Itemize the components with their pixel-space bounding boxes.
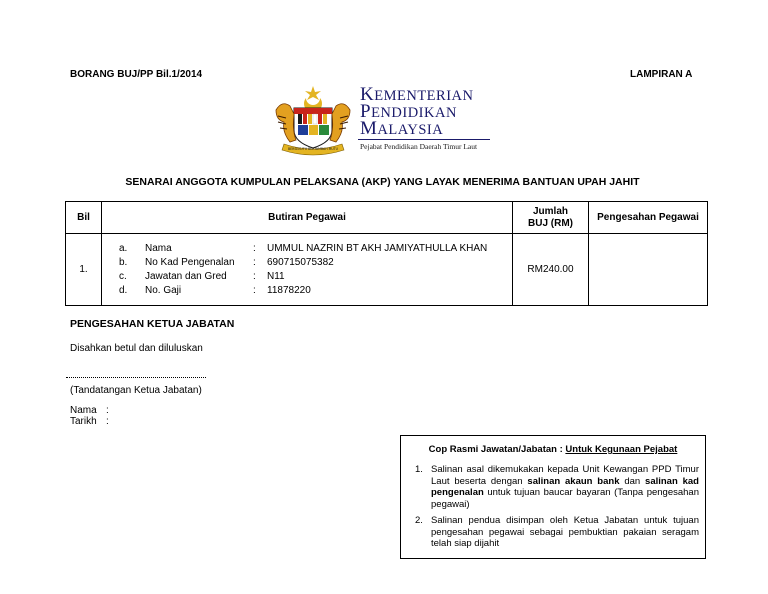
detail-sep: : (253, 285, 256, 296)
crest-motto: BERSEKUTU BERTAMBAH MUTU (287, 147, 339, 151)
detail-sep: : (253, 243, 256, 254)
detail-value-jawatan: N11 (267, 271, 285, 282)
ministry-name-line3: MALAYSIA (360, 118, 444, 139)
ministry-name-line2: PENDIDIKAN (360, 101, 457, 122)
detail-letter: c. (119, 271, 127, 282)
signature-label: (Tandatangan Ketua Jabatan) (70, 385, 202, 396)
signature-line (66, 377, 206, 378)
approval-title: PENGESAHAN KETUA JABATAN (70, 318, 235, 330)
detail-letter: d. (119, 285, 128, 296)
attachment-label: LAMPIRAN A (630, 69, 693, 80)
ministry-name-line1: KEMENTERIAN (360, 84, 474, 105)
row-bil: 1. (66, 234, 102, 306)
approval-statement: Disahkan betul dan diluluskan (70, 343, 203, 354)
staff-table (65, 201, 708, 306)
note-1: 1. Salinan asal dikemukakan kepada Unit Kewangan PPD Timur Laut beserta dengan salinan akaun bank dan salinan kad pengenalan untuk tujuan baucar bayaran (Tanpa pengesahan pegawai) (415, 464, 699, 510)
nama-colon: : (106, 405, 109, 416)
document-title: SENARAI ANGGOTA KUMPULAN PELAKSANA (AKP) YANG LAYAK MENERIMA BANTUAN UPAH JAHIT (125, 176, 640, 188)
detail-value-gaji: 11878220 (267, 285, 311, 296)
col-pengesahan: Pengesahan Pegawai (589, 202, 708, 234)
detail-letter: b. (119, 257, 128, 268)
note-2: 2. Salinan pendua disimpan oleh Ketua Jabatan untuk tujuan pengesahan pegawai sebagai pembuktian pakaian seragam telah siap dijahit (415, 515, 699, 549)
detail-label: Nama (145, 243, 172, 254)
form-number: BORANG BUJ/PP Bil.1/2014 (70, 69, 203, 80)
stamp-box-title: Cop Rasmi Jawatan/Jabatan : Untuk Kegunaan Pejabat (428, 444, 678, 455)
detail-label: No Kad Pengenalan (145, 257, 235, 268)
table-header-row (66, 202, 708, 234)
col-butiran: Butiran Pegawai (102, 202, 513, 234)
detail-value-ic: 690715075382 (267, 257, 334, 268)
row-jumlah: RM240.00 (513, 234, 589, 306)
tarikh-label: Tarikh (70, 416, 97, 427)
row-pengesahan (589, 234, 708, 306)
table-row (66, 234, 708, 306)
detail-label: No. Gaji (145, 285, 182, 296)
detail-label: Jawatan dan Gred (145, 271, 227, 282)
detail-sep: : (253, 257, 256, 268)
nama-label: Nama (70, 405, 97, 416)
logo-divider (358, 139, 490, 140)
details-grid (103, 242, 511, 297)
detail-sep: : (253, 271, 256, 282)
col-jumlah: Jumlah BUJ (RM) (513, 202, 589, 234)
tarikh-colon: : (106, 416, 109, 427)
detail-letter: a. (119, 243, 128, 254)
detail-value-nama: UMMUL NAZRIN BT AKH JAMIYATHULLA KHAN (267, 243, 488, 254)
col-bil: Bil (66, 202, 102, 234)
ministry-logo (270, 84, 492, 156)
row-details (102, 234, 513, 306)
coat-of-arms-icon (270, 84, 356, 156)
district-office: Pejabat Pendidikan Daerah Timur Laut (360, 142, 478, 151)
official-stamp-box (400, 435, 706, 559)
